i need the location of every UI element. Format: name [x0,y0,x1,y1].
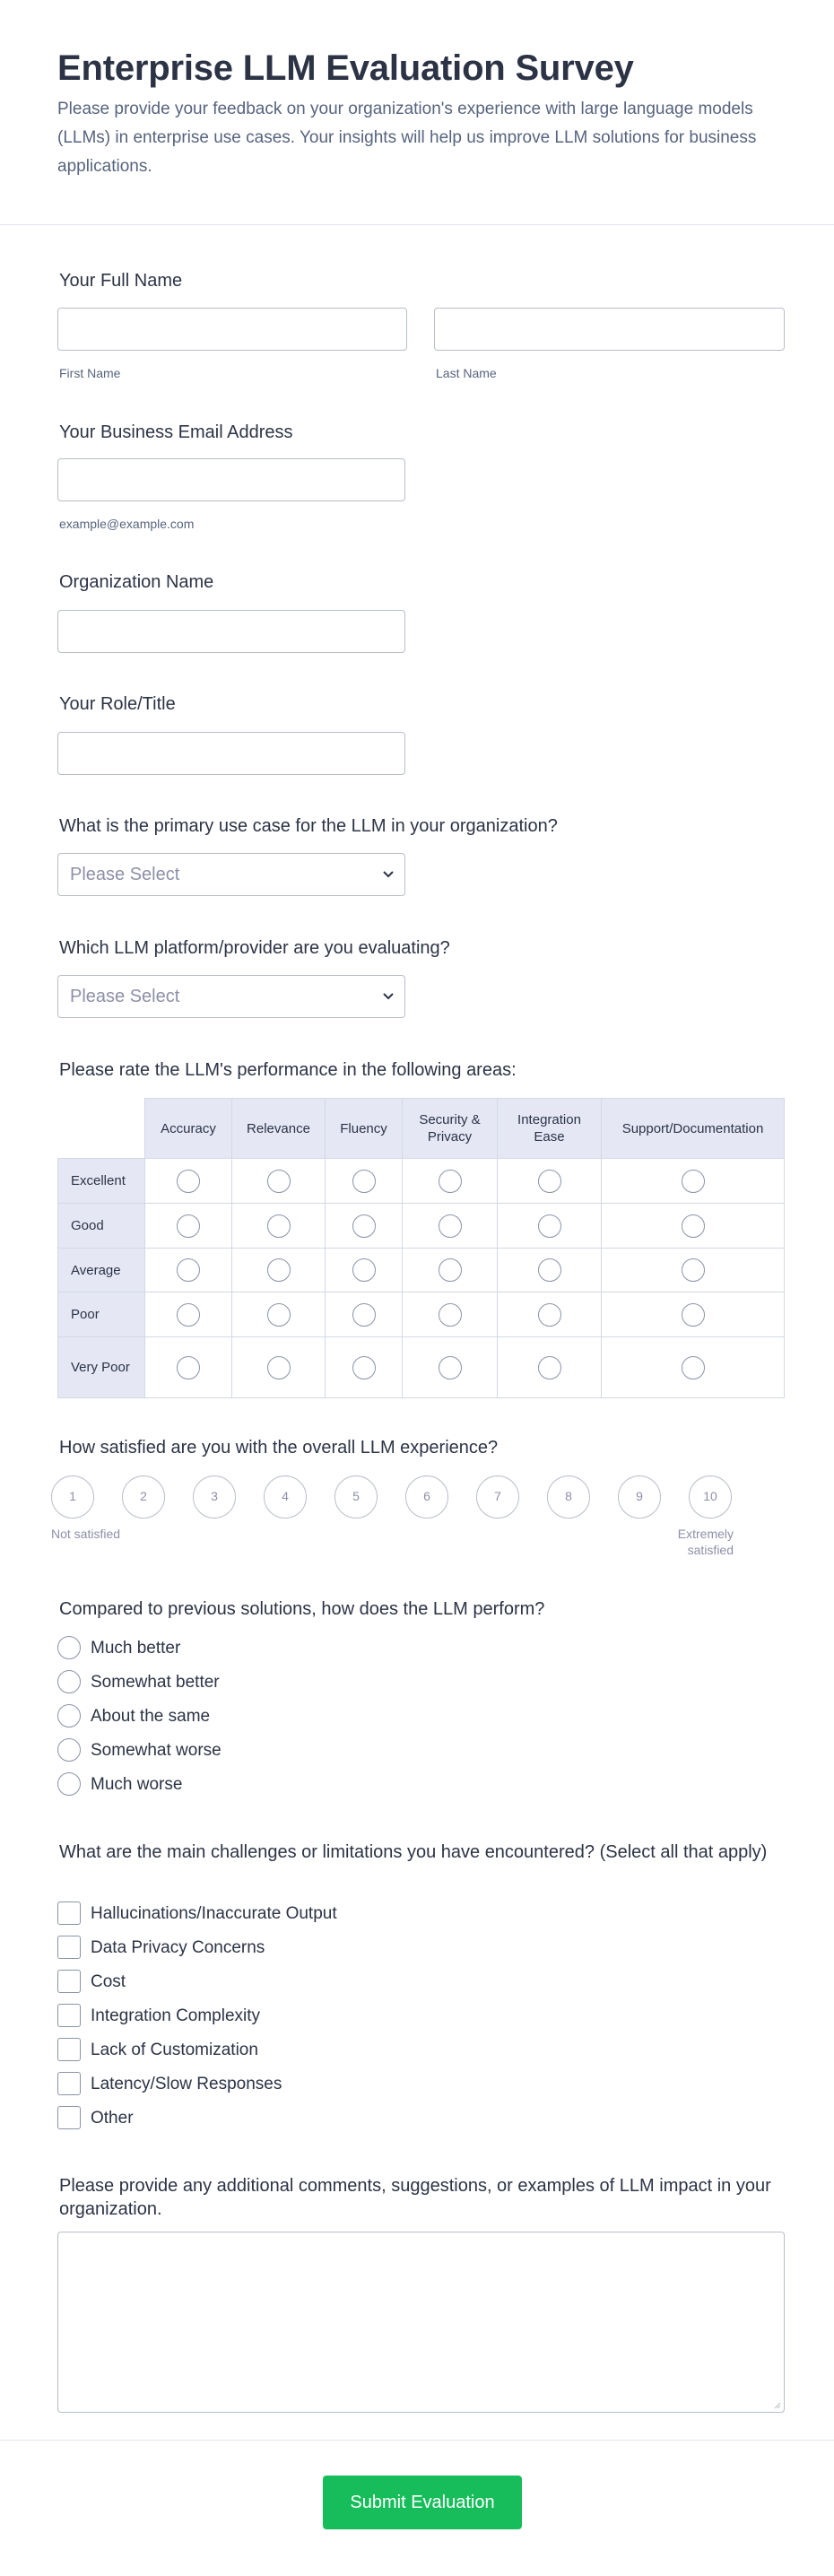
option-label: Integration Complexity [91,2006,261,2025]
matrix-radio[interactable] [682,1356,705,1379]
matrix-radio[interactable] [682,1170,705,1193]
radio-circle[interactable] [57,1772,81,1796]
option-label: About the same [91,1707,211,1726]
matrix-col-accuracy: Accuracy [145,1099,232,1159]
matrix-radio[interactable] [177,1356,200,1379]
scale-option-7[interactable]: 7 [476,1475,519,1519]
matrix-radio[interactable] [177,1170,200,1193]
matrix-radio[interactable] [267,1356,291,1379]
matrix-col-support: Support/Documentation [602,1099,785,1159]
matrix-row-excellent: Excellent [58,1159,145,1204]
matrix-radio[interactable] [439,1303,462,1327]
email-label: Your Business Email Address [59,422,293,442]
submit-button[interactable]: Submit Evaluation [323,2476,522,2529]
matrix-corner [58,1099,145,1159]
checkbox[interactable] [57,2004,81,2027]
radio-circle[interactable] [57,1670,81,1693]
email-sublabel: example@example.com [59,517,195,531]
scale-option-4[interactable]: 4 [264,1475,307,1519]
full-name-label: Your Full Name [59,271,183,291]
comparison-label: Compared to previous solutions, how does the LLM perform? [59,1599,545,1619]
first-name-input[interactable] [57,308,407,351]
matrix-col-integration: Integration Ease [498,1099,602,1159]
scale-option-8[interactable]: 8 [547,1475,590,1519]
chevron-down-icon [381,866,395,881]
form-title: Enterprise LLM Evaluation Survey [57,48,634,88]
option-label: Much better [91,1639,181,1658]
use-case-select[interactable] [57,853,405,896]
option-label: Hallucinations/Inaccurate Output [91,1904,337,1923]
checkbox[interactable] [57,1970,81,1993]
matrix-radio[interactable] [439,1170,462,1193]
header-divider [0,224,834,225]
chevron-down-icon [381,988,395,1003]
matrix-radio[interactable] [439,1214,462,1238]
matrix-radio[interactable] [267,1258,291,1282]
matrix-radio[interactable] [267,1170,291,1193]
challenges-label: What are the main challenges or limitations you have encountered? (Select all that apply) [59,1842,768,1862]
checkbox[interactable] [57,2072,81,2095]
matrix-radio[interactable] [352,1258,376,1282]
scale-option-9[interactable]: 9 [618,1475,661,1519]
matrix-radio[interactable] [682,1258,705,1282]
matrix-radio[interactable] [682,1214,705,1238]
radio-circle[interactable] [57,1704,81,1727]
matrix-radio[interactable] [177,1214,200,1238]
matrix-radio[interactable] [538,1258,561,1282]
scale-option-3[interactable]: 3 [193,1475,236,1519]
matrix-radio[interactable] [177,1258,200,1282]
first-name-sublabel: First Name [59,366,121,380]
option-label: Much worse [91,1775,183,1794]
resize-grip-icon[interactable] [773,2401,781,2409]
scale-option-2[interactable]: 2 [122,1475,165,1519]
use-case-placeholder: Please Select [70,865,180,884]
option-label: Data Privacy Concerns [91,1938,265,1957]
matrix-row-very-poor: Very Poor [58,1337,145,1398]
form-description: Please provide your feedback on your organization's experience with large language models (LLMs) in enterprise use cases. Your insights will help us improve LLM solutions for business applications. [57,100,757,176]
checkbox[interactable] [57,2038,81,2061]
checkbox[interactable] [57,1902,81,1925]
option-label: Lack of Customization [91,2041,258,2059]
matrix-radio[interactable] [538,1170,561,1193]
matrix-radio[interactable] [538,1214,561,1238]
matrix-radio[interactable] [352,1214,376,1238]
matrix-radio[interactable] [682,1303,705,1327]
platform-label: Which LLM platform/provider are you evaluating? [59,938,450,958]
matrix-col-relevance: Relevance [232,1099,326,1159]
last-name-sublabel: Last Name [436,366,497,380]
matrix-radio[interactable] [352,1170,376,1193]
radio-circle[interactable] [57,1738,81,1762]
footer-divider [0,2440,834,2441]
checkbox[interactable] [57,2106,81,2129]
matrix-radio[interactable] [538,1356,561,1379]
matrix-row-good: Good [58,1204,145,1249]
scale-option-10[interactable]: 10 [689,1475,732,1519]
use-case-label: What is the primary use case for the LLM in your organization? [59,816,558,836]
platform-placeholder: Please Select [70,987,180,1006]
email-input[interactable] [57,458,405,501]
matrix-radio[interactable] [267,1214,291,1238]
matrix-radio[interactable] [177,1303,200,1327]
matrix-radio[interactable] [439,1356,462,1379]
matrix-label: Please rate the LLM's performance in the following areas: [59,1060,517,1080]
organization-label: Organization Name [59,572,214,592]
platform-select[interactable] [57,975,405,1018]
role-label: Your Role/Title [59,694,176,714]
matrix-col-security: Security & Privacy [403,1099,498,1159]
matrix-col-fluency: Fluency [326,1099,403,1159]
matrix-radio[interactable] [352,1356,376,1379]
scale-low-label: Not satisfied [51,1527,121,1541]
comments-textarea[interactable] [57,2232,785,2413]
matrix-row-poor: Poor [58,1292,145,1337]
checkbox[interactable] [57,1936,81,1959]
matrix-radio[interactable] [439,1258,462,1282]
option-label: Latency/Slow Responses [91,2075,282,2093]
satisfaction-label: How satisfied are you with the overall LLM experience? [59,1438,499,1458]
matrix-row-average: Average [58,1249,145,1292]
scale-option-1[interactable]: 1 [51,1475,94,1519]
role-input[interactable] [57,732,405,775]
scale-high-label: Extremely satisfied [677,1527,734,1557]
matrix-radio[interactable] [538,1303,561,1327]
option-label: Other [91,2109,134,2128]
last-name-input[interactable] [434,308,785,351]
scale-option-6[interactable]: 6 [405,1475,448,1519]
option-label: Somewhat better [91,1673,220,1692]
organization-input[interactable] [57,610,405,653]
option-label: Cost [91,1972,126,1991]
scale-option-5[interactable]: 5 [334,1475,378,1519]
radio-circle[interactable] [57,1636,81,1659]
rating-matrix [57,1098,785,1398]
option-label: Somewhat worse [91,1741,222,1760]
matrix-radio[interactable] [352,1303,376,1327]
form-header [57,43,793,181]
comments-label: Please provide any additional comments, suggestions, or examples of LLM impact in your organization. [59,2176,771,2219]
matrix-radio[interactable] [267,1303,291,1327]
